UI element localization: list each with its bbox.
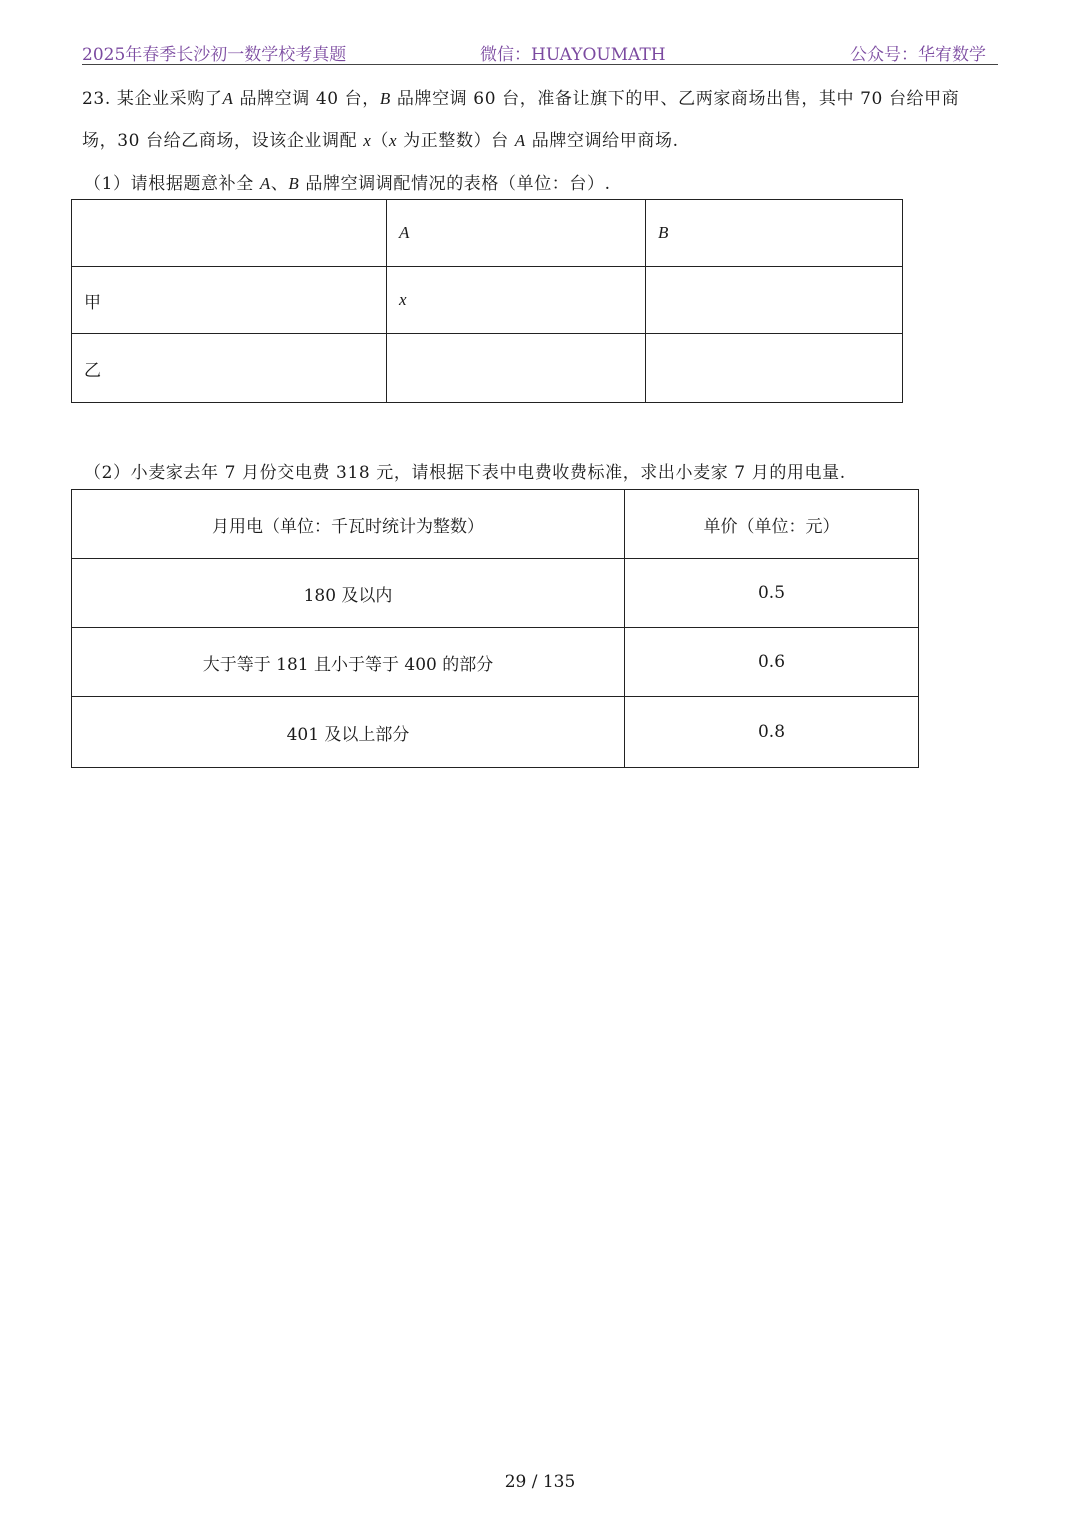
allocation-table	[71, 199, 903, 403]
var-b: B	[379, 89, 391, 108]
header-wechat: 微信：HUAYOUMATH	[480, 45, 666, 65]
var-x: x	[389, 131, 398, 150]
table-cell	[72, 200, 387, 267]
table-cell: 180 及以内	[72, 559, 625, 628]
table-row	[72, 628, 919, 697]
page-header	[82, 36, 998, 65]
question-line-2: 场，30 台给乙商场，设该企业调配 x（x 为正整数）台 A 品牌空调给甲商场.	[82, 131, 679, 151]
var-a: A	[259, 174, 271, 193]
header-title: 2025年春季长沙初一数学校考真题	[82, 45, 347, 65]
table-cell: 甲	[72, 267, 387, 334]
var-a: A	[222, 89, 234, 108]
table-cell	[646, 334, 903, 403]
table-cell: 乙	[72, 334, 387, 403]
table-row	[72, 334, 903, 403]
table-row	[72, 267, 903, 334]
header-account: 公众号：华宥数学	[850, 45, 986, 65]
question-line-1: 23. 某企业采购了A 品牌空调 40 台，B 品牌空调 60 台，准备让旗下的甲、乙两家商场出售，其中 70 台给甲商	[82, 89, 960, 109]
table-row	[72, 559, 919, 628]
table-cell: 月用电（单位：千瓦时统计为整数）	[72, 490, 625, 559]
table-cell	[387, 334, 646, 403]
var-a: A	[514, 131, 526, 150]
table-header-row	[72, 490, 919, 559]
table-cell: 0.8	[625, 697, 919, 768]
var-x: x	[363, 131, 372, 150]
table-header-row	[72, 200, 903, 267]
var-b: B	[288, 174, 300, 193]
page-number: 29 / 135	[504, 1472, 576, 1492]
table-cell: x	[387, 267, 646, 334]
table-cell: 401 及以上部分	[72, 697, 625, 768]
table-cell: 0.6	[625, 628, 919, 697]
table-cell: 大于等于 181 且小于等于 400 的部分	[72, 628, 625, 697]
table-cell	[646, 267, 903, 334]
electricity-price-table	[71, 489, 919, 768]
table-cell: 单价（单位：元）	[625, 490, 919, 559]
table-cell: 0.5	[625, 559, 919, 628]
part-2-prompt: （2）小麦家去年 7 月份交电费 318 元，请根据下表中电费收费标准，求出小麦家 7 月的用电量.	[84, 463, 846, 483]
table-cell: B	[646, 200, 903, 267]
part-1-prompt: （1）请根据题意补全 A、B 品牌空调调配情况的表格（单位：台）.	[84, 174, 611, 194]
table-cell: A	[387, 200, 646, 267]
table-row	[72, 697, 919, 768]
